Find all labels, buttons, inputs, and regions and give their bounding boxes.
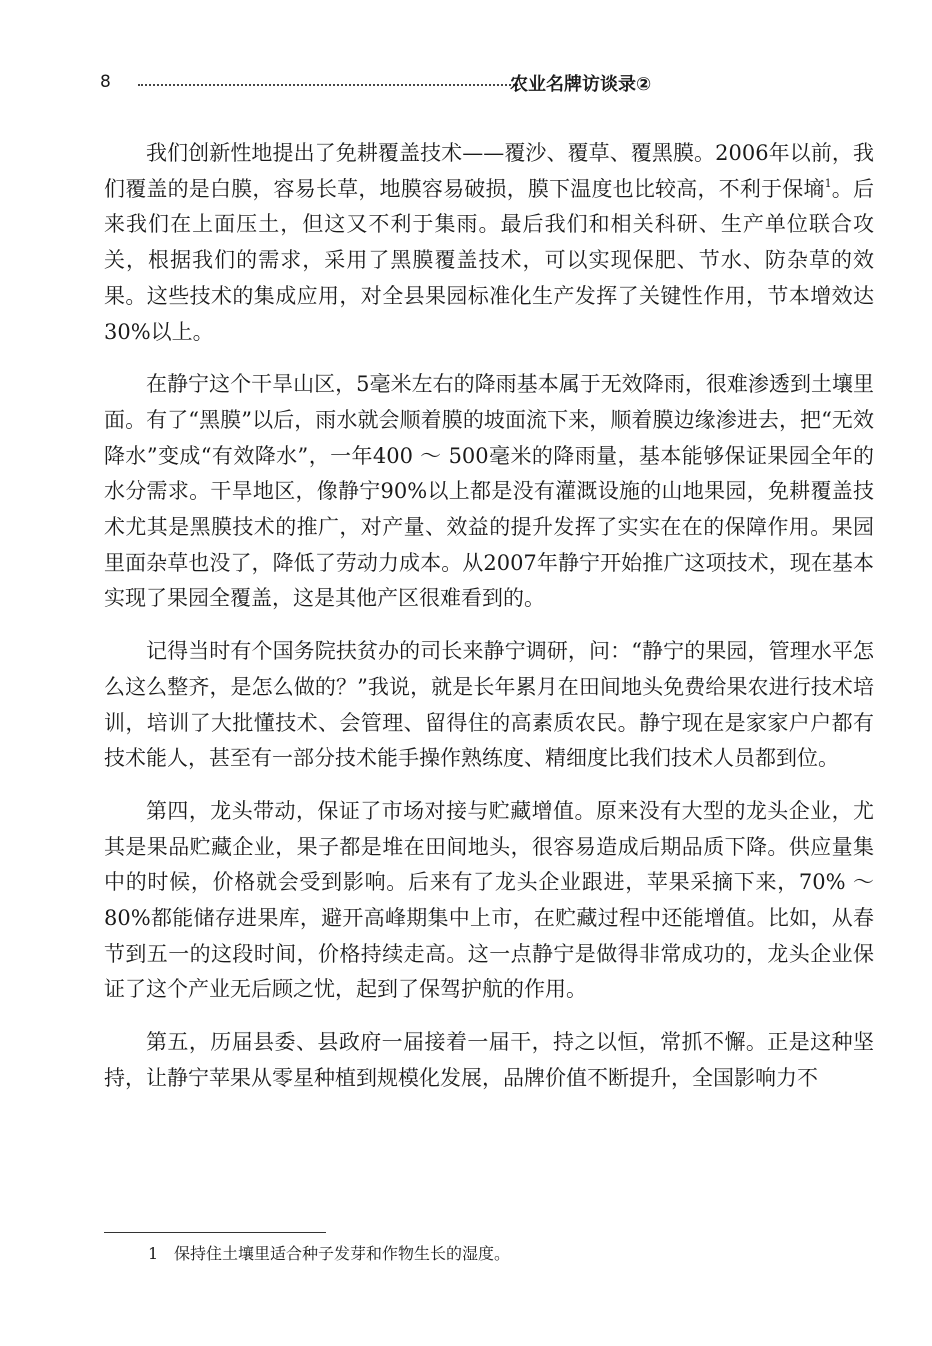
header-dot-leader xyxy=(138,84,518,86)
footnote-reference: 1 xyxy=(824,176,832,190)
body-text xyxy=(104,136,874,1114)
page-number: 8 xyxy=(100,72,111,92)
footnote-text: 保持住土壤里适合种子发芽和作物生长的湿度。 xyxy=(174,1244,511,1263)
running-header xyxy=(100,64,820,94)
footnote xyxy=(148,1243,848,1265)
paragraph-1-text-b: 。后来我们在上面压土，但这又不利于集雨。最后我们和相关科研、生产单位联合攻关，根据我们的需求，采用了黑膜覆盖技术，可以实现保肥、节水、防杂草的效果。这些技术的集成应用，对全县果园标准化生产发挥了关键性作用，节本增效达30%以上。 xyxy=(104,176,874,344)
paragraph-5: 第五，历届县委、县政府一届接着一届干，持之以恒，常抓不懈。正是这种坚持，让静宁苹果从零星种植到规模化发展，品牌价值不断提升，全国影响力不 xyxy=(104,1030,874,1090)
paragraph-1-text-a: 我们创新性地提出了免耕覆盖技术——覆沙、覆草、覆黑膜。2006年以前，我们覆盖的是白膜，容易长草，地膜容易破损，膜下温度也比较高，不利于保墒 xyxy=(104,141,874,201)
footnote-mark: 1 xyxy=(148,1244,159,1263)
paragraph-1 xyxy=(104,136,874,350)
paragraph-3: 记得当时有个国务院扶贫办的司长来静宁调研，问：“静宁的果园，管理水平怎么这么整齐，是怎么做的？”我说，就是长年累月在田间地头免费给果农进行技术培训，培训了大批懂技术、会管理、留得住的高素质农民。静宁现在是家家户户都有技术能人，甚至有一部分技术能手操作熟练度、精细度比我们技术人员都到位。 xyxy=(104,639,874,771)
footnote-separator xyxy=(104,1232,326,1233)
running-title: 农业名牌访谈录② xyxy=(510,74,652,95)
paragraph-2: 在静宁这个干旱山区，5毫米左右的降雨基本属于无效降雨，很难渗透到土壤里面。有了“黑膜”以后，雨水就会顺着膜的坡面流下来，顺着膜边缘渗进去，把“无效降水”变成“有效降水”，一年400 ～ 500毫米的降雨量，基本能够保证果园全年的水分需求。干旱地区，像静宁90%以上都是没有灌溉设施的山地果园，免耕覆盖技术尤其是黑膜技术的推广，对产量、效益的提升发挥了实实在在的保障作用。果园里面杂草也没了，降低了劳动力成本。从2007年静宁开始推广这项技术，现在基本实现了果园全覆盖，这是其他产区很难看到的。 xyxy=(104,372,874,611)
paragraph-4: 第四，龙头带动，保证了市场对接与贮藏增值。原来没有大型的龙头企业，尤其是果品贮藏企业，果子都是堆在田间地头，很容易造成后期品质下降。供应量集中的时候，价格就会受到影响。后来有了龙头企业跟进，苹果采摘下来，70% ～ 80%都能储存进果库，避开高峰期集中上市，在贮藏过程中还能增值。比如，从春节到五一的这段时间，价格持续走高。这一点静宁是做得非常成功的，龙头企业保证了这个产业无后顾之忧，起到了保驾护航的作用。 xyxy=(104,798,874,1002)
